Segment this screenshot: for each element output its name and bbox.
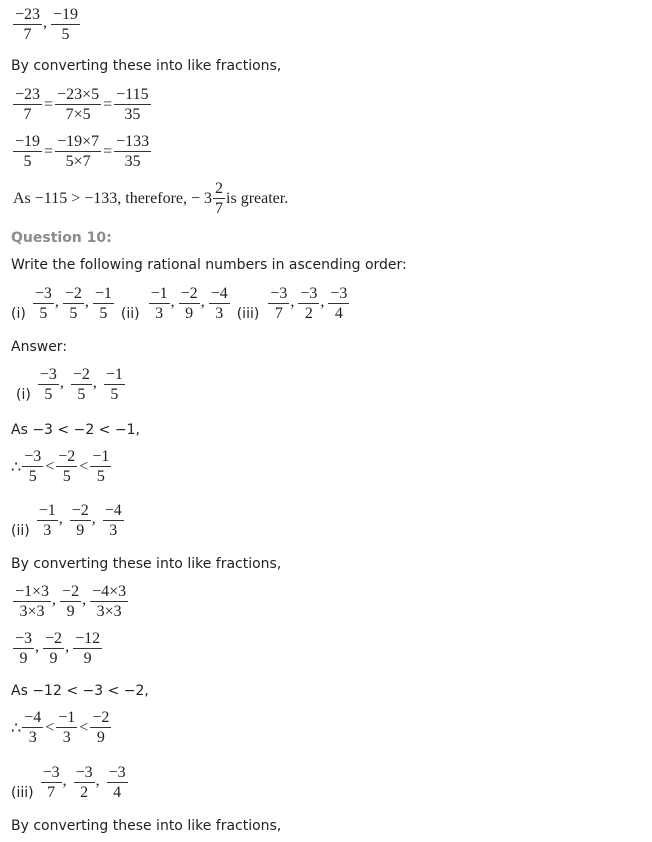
ordered-2: ∴ $\frac{-4}{3}$ < $\frac{-1}{3}$ < $\frac{-2}{9}$ — [11, 709, 110, 746]
answer-part-3-fractions: (iii) $\frac{-3}{7}$ , $\frac{-3}{2}$ , $\frac{-3}{4}$ — [11, 764, 126, 801]
ordered-1: ∴ $\frac{-3}{5}$ < $\frac{-2}{5}$ < $\frac{-1}{5}$ — [11, 448, 110, 485]
answer-label: Answer: — [11, 339, 68, 355]
answer-part-1-fractions: (i) $\frac{-3}{5}$ , $\frac{-2}{5}$ , $\frac{-1}{5}$ — [16, 366, 123, 403]
question-heading: Question 10: — [11, 230, 112, 246]
given-fractions: $\frac{-23}{7}$ , $\frac{-19}{5}$ — [15, 6, 79, 43]
converted-2: $\frac{-1\times 3}{3\times 3}$ , $\frac{-2}{9}$ , $\frac{-4\times 3}{3\times 3}$ — [15, 583, 127, 620]
question-prompt: Write the following rational numbers in ascending order: — [11, 257, 407, 273]
compare-text-1: As −3 < −2 < −1, — [11, 422, 140, 438]
convert-text-3: By converting these into like fractions, — [11, 818, 282, 834]
conclusion: As −115 > −133, therefore, − 3 $\frac{2}{7}$ is greater. — [13, 180, 289, 217]
equation-2: $\frac{-19}{5}$ = $\frac{-19\times 7}{5\times 7}$ = $\frac{-133}{35}$ — [15, 133, 150, 170]
fraction: $\frac{-19}{5}$ — [53, 6, 79, 43]
answer-part-2-fractions: (ii) $\frac{-1}{3}$ , $\frac{-2}{9}$ , $\frac{-4}{3}$ — [11, 502, 122, 539]
convert-text: By converting these into like fractions, — [11, 58, 282, 74]
equation-1: $\frac{-23}{7}$ = $\frac{-23\times 5}{7\times 5}$ = $\frac{-115}{35}$ — [15, 86, 149, 123]
like-fractions-2: $\frac{-3}{9}$ , $\frac{-2}{9}$ , $\frac{-12}{9}$ — [15, 630, 101, 667]
fraction: $\frac{-23}{7}$ — [15, 6, 41, 43]
compare-text-2: As −12 < −3 < −2, — [11, 683, 149, 699]
question-parts: (i) $\frac{-3}{5}$ , $\frac{-2}{5}$ , $\frac{-1}{5}$ (ii) $\frac{-1}{3}$ , $\frac{-2}{9}$ , $\frac{-4}{3}$ (iii) $\frac{-3}{7}$ , $\frac{-3}{2}$ , $\frac{-3}{4}$ — [11, 285, 348, 322]
convert-text-2: By converting these into like fractions, — [11, 556, 282, 572]
